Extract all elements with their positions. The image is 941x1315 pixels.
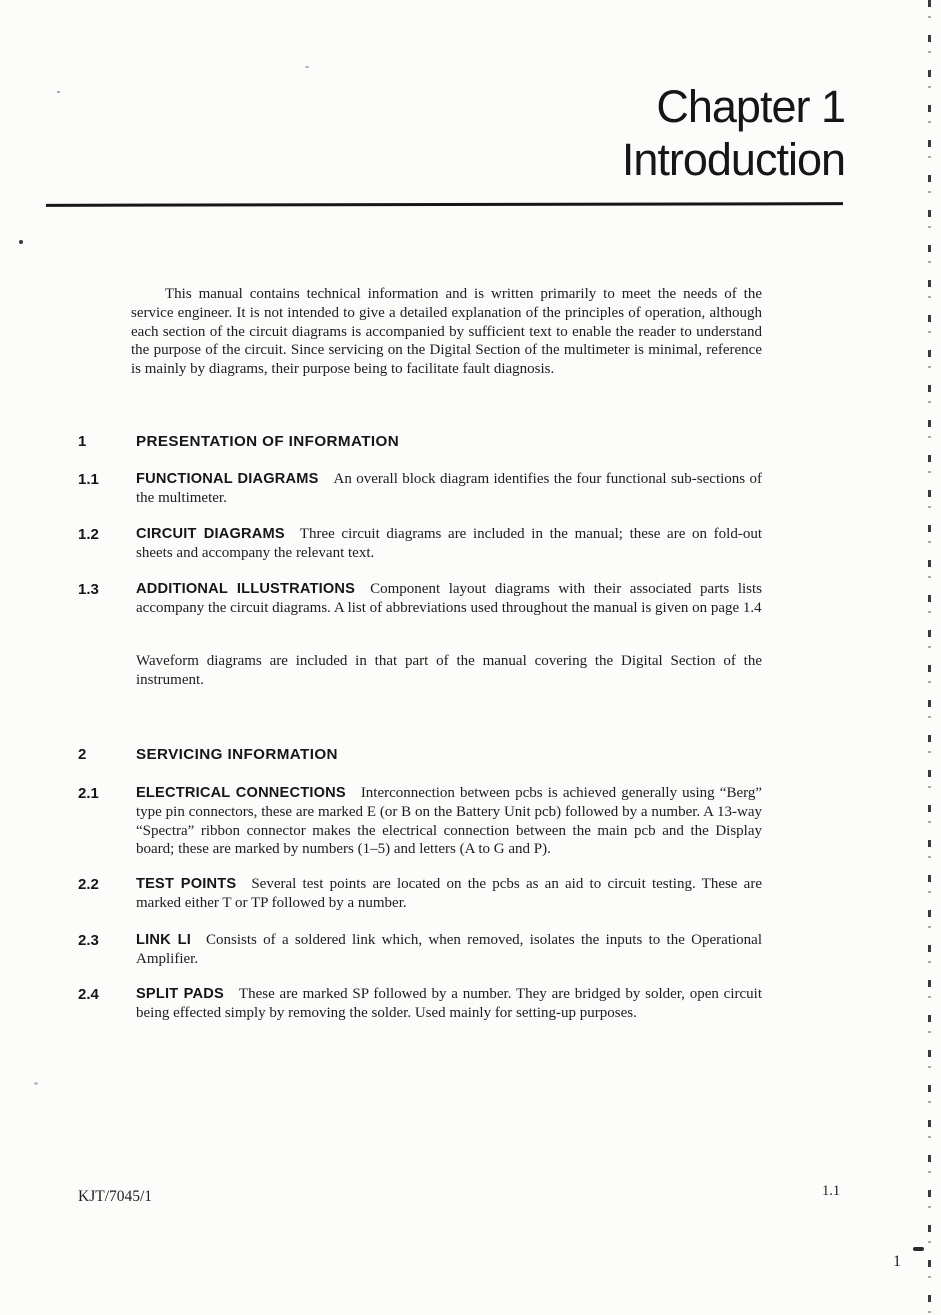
item-text	[136, 784, 762, 859]
item-text	[136, 470, 762, 508]
item-body: An overall block diagram identifies the four functional sub-sections of the multimeter.	[136, 471, 762, 506]
item-number: 1.2	[78, 526, 99, 543]
section-number: 2	[78, 746, 87, 763]
waveform-note-paragraph: Waveform diagrams are included in that part of the manual covering the Digital Section of the instrument.	[136, 653, 762, 688]
scan-speck	[57, 91, 60, 93]
section-item-2-3	[78, 931, 762, 969]
item-label: TEST POINTS	[136, 876, 237, 892]
section-item-1-1	[78, 470, 762, 508]
page-number: 1.1	[822, 1183, 841, 1199]
item-number: 2.4	[78, 986, 99, 1003]
section-item-2-1	[78, 784, 762, 859]
section-title: PRESENTATION OF INFORMATION	[136, 433, 400, 450]
item-text	[136, 931, 762, 969]
section-item-1-2	[78, 525, 762, 563]
section-item-1-3	[78, 580, 762, 618]
item-body: Consists of a soldered link which, when removed, isolates the inputs to the Operational Amplifier.	[136, 932, 762, 967]
item-body: Component layout diagrams with their associated parts lists accompany the circuit diagrams. A list of abbreviations used throughout the manual is given on page 1.4	[136, 581, 762, 616]
item-number: 1.1	[78, 471, 99, 488]
item-label: FUNCTIONAL DIAGRAMS	[136, 471, 319, 487]
section-heading-2	[78, 746, 762, 763]
chapter-title	[622, 80, 845, 186]
scan-dash-mark	[913, 1247, 924, 1251]
scan-edge-dashes	[928, 0, 931, 1315]
chapter-title-line2: Introduction	[621, 134, 845, 185]
item-number: 2.2	[78, 876, 99, 893]
item-label: ADDITIONAL ILLUSTRATIONS	[136, 581, 356, 597]
item-label: ELECTRICAL CONNECTIONS	[136, 785, 346, 801]
title-divider-rule	[46, 202, 843, 207]
chapter-title-line1: Chapter 1	[656, 81, 845, 132]
document-reference: KJT/7045/1	[78, 1188, 153, 1205]
item-number: 2.3	[78, 932, 99, 949]
item-body: Three circuit diagrams are included in the manual; these are on fold-out sheets and accompany the relevant text.	[136, 526, 762, 561]
item-text	[136, 525, 762, 563]
item-label: CIRCUIT DIAGRAMS	[136, 526, 285, 542]
scan-speck	[34, 1082, 38, 1085]
item-body: Several test points are located on the pcbs as an aid to circuit testing. These are marked either T or TP followed by a number.	[136, 876, 762, 911]
section-item-2-4	[78, 985, 762, 1023]
item-body: Interconnection between pcbs is achieved generally using “Berg” type pin connectors, these are marked E (or B on the Battery Unit pcb) followed by a number. A 13-way “Spectra” ribbon connector makes the electrical connection between the main pcb and the Display board; these are marked by numbers (1–5) and letters (A to G and P).	[136, 785, 762, 858]
intro-paragraph: This manual contains technical information and is written primarily to meet the needs of the service engineer. It is not intended to give a detailed explanation of the principles of operation, although each section of the circuit diagrams is accompanied by sufficient text to enable the reader to understand the purpose of the circuit. Since servicing on the Digital Section of the multimeter is minimal, reference is mainly by diagrams, their purpose being to facilitate fault diagnosis.	[131, 286, 762, 378]
item-body: These are marked SP followed by a number. They are bridged by solder, open circuit being effected simply by removing the solder. Used mainly for setting-up purposes.	[136, 986, 762, 1021]
item-text	[136, 580, 762, 618]
section-heading-1	[78, 433, 762, 450]
item-label: SPLIT PADS	[136, 986, 224, 1002]
corner-page-mark: 1	[893, 1253, 901, 1270]
item-text	[136, 985, 762, 1023]
section-item-2-2	[78, 875, 762, 913]
item-number: 1.3	[78, 581, 99, 598]
item-number: 2.1	[78, 785, 99, 802]
section-title: SERVICING INFORMATION	[136, 746, 338, 763]
item-text	[136, 875, 762, 913]
section-number: 1	[78, 433, 87, 450]
scan-speck	[305, 66, 309, 68]
item-label: LINK LI	[136, 932, 192, 948]
scan-speck	[19, 240, 23, 244]
